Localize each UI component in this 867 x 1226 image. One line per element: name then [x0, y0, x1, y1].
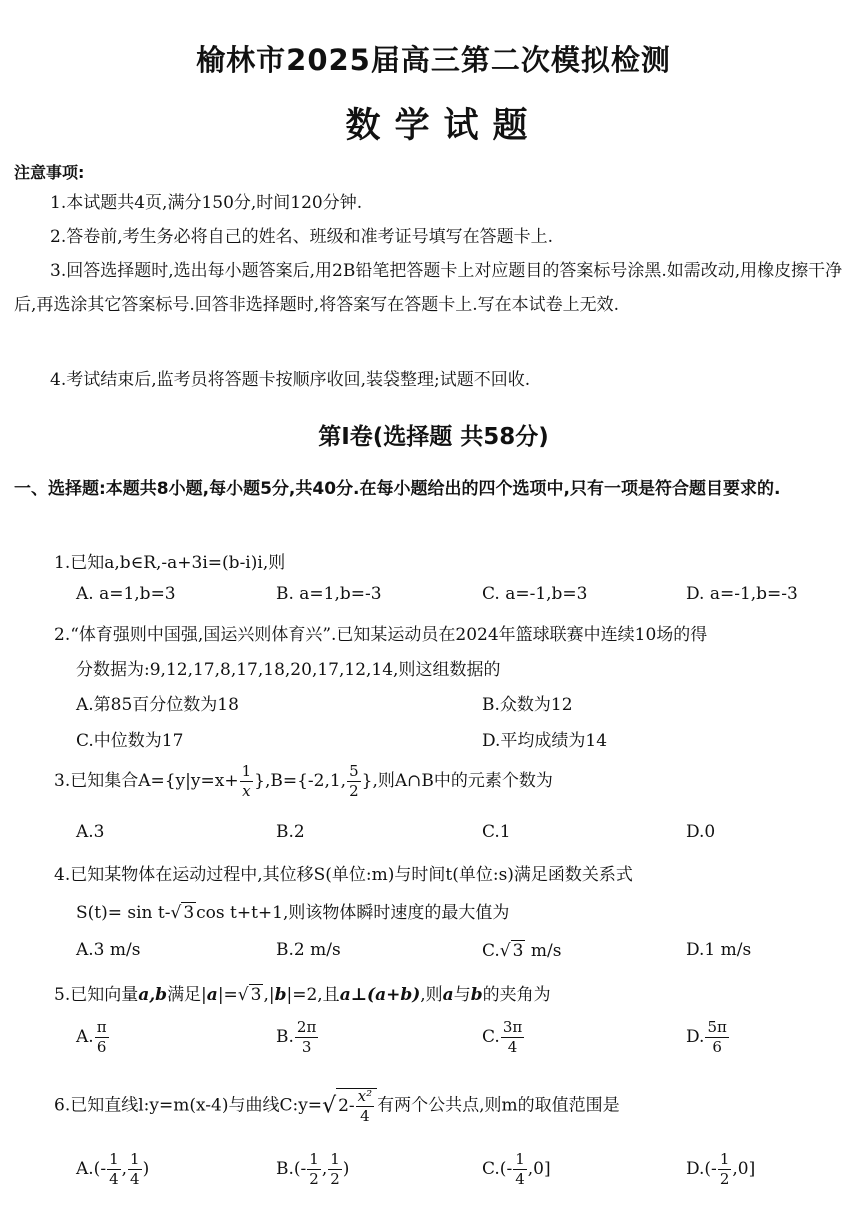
q2-option-b: B.众数为12 — [482, 695, 573, 715]
q2-option-a: A.第85百分位数为18 — [76, 695, 239, 715]
q4-stem-line2: S(t)= sin t-√ 3 cos t+t+1,则该物体瞬时速度的最大值为 — [76, 903, 510, 923]
q5-option-d: D. $\frac{5\pi}{6}$ — [686, 1018, 727, 1056]
part-title: 第Ⅰ卷(选择题 共58分) — [318, 424, 549, 450]
q3-option-d: D.0 — [686, 822, 716, 842]
q6-option-d: D.(- $\frac{1}{2}$ ,0] — [686, 1150, 756, 1188]
subject-title: 数学试题 — [345, 106, 542, 146]
part-intro: 一、选择题:本题共8小题,每小题5分,共40分.在每小题给出的四个选项中,只有一项是符合题目要求的. — [14, 479, 781, 499]
q5-option-b: B. $\frac{2\pi}{3}$ — [276, 1018, 317, 1056]
q5-option-a: A. $\frac{\pi}{6}$ — [76, 1018, 107, 1056]
q4-option-c: C.√ 3 m/s — [482, 941, 562, 961]
q6-option-c: C.(- $\frac{1}{4}$ ,0] — [482, 1150, 551, 1188]
q6-stem: 6.已知直线l:y=m(x-4)与曲线C:y=√ 2- $\frac{\text{x²}}{4}$ 有两个公共点,则m的取值范围是 — [54, 1087, 620, 1125]
q2-option-c: C.中位数为17 — [76, 731, 184, 751]
q5-stem: 5.已知向量a,b满足|a|=√ 3 ,|b|=2,且a⊥(a+b),则a与b的夹角为 — [54, 985, 551, 1005]
q3-option-c: C.1 — [482, 822, 511, 842]
q1-stem: 1.已知a,b∈R,-a+3i=(b-i)i,则 — [54, 553, 286, 573]
q3-option-a: A.3 — [76, 822, 105, 842]
q1-option-c: C. a=-1,b=3 — [482, 584, 588, 604]
q6-option-a: A.(- $\frac{1}{4}$ , $\frac{1}{4}$ ) — [76, 1150, 150, 1188]
q3-stem: 3.已知集合A={y|y=x+ $\frac{1}{x}$ },B={-2,1, $\frac{5}{2}$ },则A∩B中的元素个数为 — [54, 762, 553, 800]
notice-item-1: 1.本试题共4页,满分150分,时间120分钟. — [50, 193, 363, 213]
notice-heading: 注意事项: — [14, 163, 85, 182]
notice-item-3: 3.回答选择题时,选出每小题答案后,用2B铅笔把答题卡上对应题目的答案标号涂黑.如需改动,用橡皮擦干净后,再选涂其它答案标号.回答非选择题时,将答案写在答题卡上.写在本试卷上无效. — [14, 261, 843, 315]
q5-option-c: C. $\frac{3\pi}{4}$ — [482, 1018, 523, 1056]
notice-item-4: 4.考试结束后,监考员将答题卡按顺序收回,装袋整理;试题不回收. — [50, 370, 531, 390]
q3-option-b: B.2 — [276, 822, 305, 842]
q6-option-b: B.(- $\frac{1}{2}$ , $\frac{1}{2}$ ) — [276, 1150, 350, 1188]
q2-option-d: D.平均成绩为14 — [482, 731, 608, 751]
q2-stem-line1: 2.“体育强则中国强,国运兴则体育兴”.已知某运动员在2024年篮球联赛中连续10场的得 — [54, 625, 708, 645]
q1-option-d: D. a=-1,b=-3 — [686, 584, 798, 604]
q4-option-b: B.2 m/s — [276, 940, 341, 960]
q4-option-d: D.1 m/s — [686, 940, 752, 960]
q6-radicand: 2- $\frac{\text{x²}}{4}$ — [336, 1088, 377, 1124]
q1-option-b: B. a=1,b=-3 — [276, 584, 382, 604]
q6-radical-sign: √ — [322, 1093, 337, 1119]
q4-option-a: A.3 m/s — [76, 940, 141, 960]
exam-title: 榆林市2025届高三第二次模拟检测 — [196, 43, 671, 77]
q3-fraction-5-over-2: $\frac{5}{2}$ — [349, 762, 359, 800]
q4-stem-line1: 4.已知某物体在运动过程中,其位移S(单位:m)与时间t(单位:s)满足函数关系式 — [54, 865, 633, 885]
q2-stem-line2: 分数据为:9,12,17,8,17,18,20,17,12,14,则这组数据的 — [76, 660, 501, 680]
q3-fraction-1-over-x: $\frac{1}{x}$ — [241, 762, 252, 800]
notice-item-2: 2.答卷前,考生务必将自己的姓名、班级和准考证号填写在答题卡上. — [50, 227, 554, 247]
q1-option-a: A. a=1,b=3 — [76, 584, 176, 604]
